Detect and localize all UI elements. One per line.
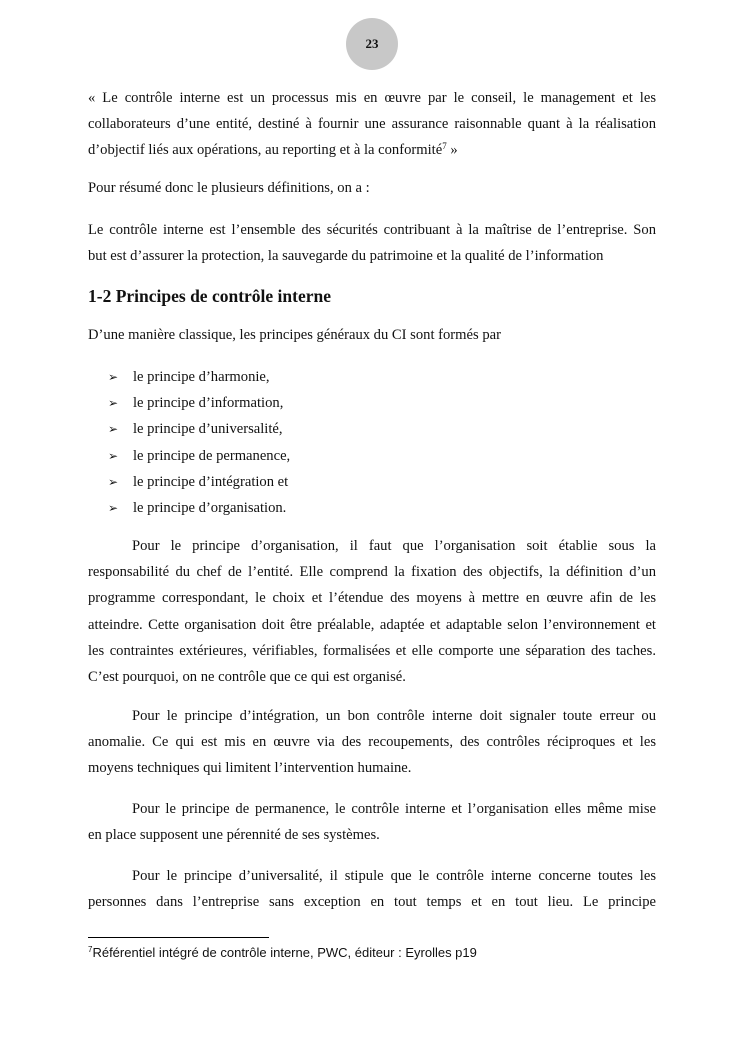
list-item-text: le principe d’intégration et: [133, 473, 289, 490]
list-item-text: le principe d’universalité,: [133, 421, 283, 438]
text-line: atteindre. Cette organisation doit être préalable, adaptée et adaptable selon l’environnement et: [88, 616, 656, 633]
text-line: Pour résumé donc le plusieurs définitions, on a :: [88, 180, 370, 196]
text-line: Le contrôle interne est l’ensemble des sécurités contribuant à la maîtrise de l’entreprise. Son: [88, 222, 656, 238]
summary-intro: [88, 175, 656, 201]
arrow-bullet-icon: ➢: [108, 500, 119, 515]
section-heading: 1-2 Principes de contrôle interne: [88, 286, 332, 306]
text-line: Pour le principe d’intégration, un bon contrôle interne doit signaler toute erreur ou: [132, 708, 656, 724]
list-item: [108, 364, 290, 390]
text: d’objectif liés aux opérations, au reporting et à la conformité: [88, 142, 443, 159]
text-line: personnes dans l’entreprise sans exception en tout temps et en tout lieu. Le principe: [88, 894, 656, 911]
list-item-text: le principe d’organisation.: [133, 499, 287, 516]
text-line: C’est pourquoi, on ne contrôle que ce qui est organisé.: [88, 668, 406, 685]
text: »: [446, 142, 458, 159]
text-line: responsabilité du chef de l’entité. Elle comprend la fixation des objectifs, la définition d’un: [88, 564, 656, 581]
text-line: but est d’assurer la protection, la sauvegarde du patrimoine et la qualité de l’information: [88, 248, 604, 265]
arrow-bullet-icon: ➢: [108, 370, 119, 384]
text-line: [88, 137, 656, 163]
footnote: [88, 945, 477, 960]
definition-paragraph: [88, 217, 656, 269]
quote-paragraph: [88, 85, 656, 164]
arrow-bullet-icon: ➢: [108, 422, 119, 437]
text-line: les contraintes extérieures, vérifiables, formalisées et elle comporte une séparation des taches.: [88, 642, 656, 659]
text-line: anomalie. Ce qui est mis en œuvre via des recoupements, des contrôles réciproques et les: [88, 734, 656, 751]
text-line: « Le contrôle interne est un processus mis en œuvre par le conseil, le management et les: [88, 90, 656, 106]
text-line: moyens techniques qui limitent l’intervention humaine.: [88, 760, 412, 777]
list-item: [108, 390, 290, 416]
arrow-bullet-icon: ➢: [108, 474, 119, 489]
text-line: programme correspondant, le choix et l’étendue des moyens à mettre en œuvre afin de les: [88, 590, 656, 607]
list-item: [108, 495, 290, 521]
text-line: Pour le principe d’universalité, il stipule que le contrôle interne concerne toutes les: [132, 868, 656, 884]
list-item-text: le principe d’information,: [133, 395, 284, 412]
text-line: collaborateurs d’une entité, destiné à fournir une assurance raisonnable quant à la réalisation: [88, 116, 656, 133]
text-line: en place supposent une pérennité de ses systèmes.: [88, 827, 380, 844]
footnote-text: Référentiel intégré de contrôle interne, PWC, éditeur : Eyrolles p19: [92, 945, 477, 960]
list-item: [108, 416, 290, 442]
arrow-bullet-icon: ➢: [108, 448, 119, 463]
arrow-bullet-icon: ➢: [108, 396, 119, 411]
integration-paragraph: [88, 703, 656, 782]
footnote-separator: [88, 937, 269, 938]
list-item: [108, 443, 290, 469]
principles-intro: [88, 322, 656, 348]
list-item-text: le principe de permanence,: [133, 447, 291, 464]
organisation-paragraph: [88, 533, 656, 690]
permanence-paragraph: [88, 796, 656, 848]
footnote-ref[interactable]: 7: [442, 141, 447, 152]
list-item: [108, 469, 290, 495]
universalite-paragraph: [88, 863, 656, 915]
text-line: D’une manière classique, les principes généraux du CI sont formés par: [88, 327, 501, 343]
text-line: Pour le principe d’organisation, il faut que l’organisation soit établie sous la: [132, 538, 656, 554]
footnote-number: 7: [88, 945, 93, 954]
text-line: Pour le principe de permanence, le contrôle interne et l’organisation elles même mise: [132, 801, 656, 817]
list-item-text: le principe d’harmonie,: [133, 369, 270, 385]
principles-list: [108, 364, 290, 521]
page-number: 23: [346, 18, 398, 70]
